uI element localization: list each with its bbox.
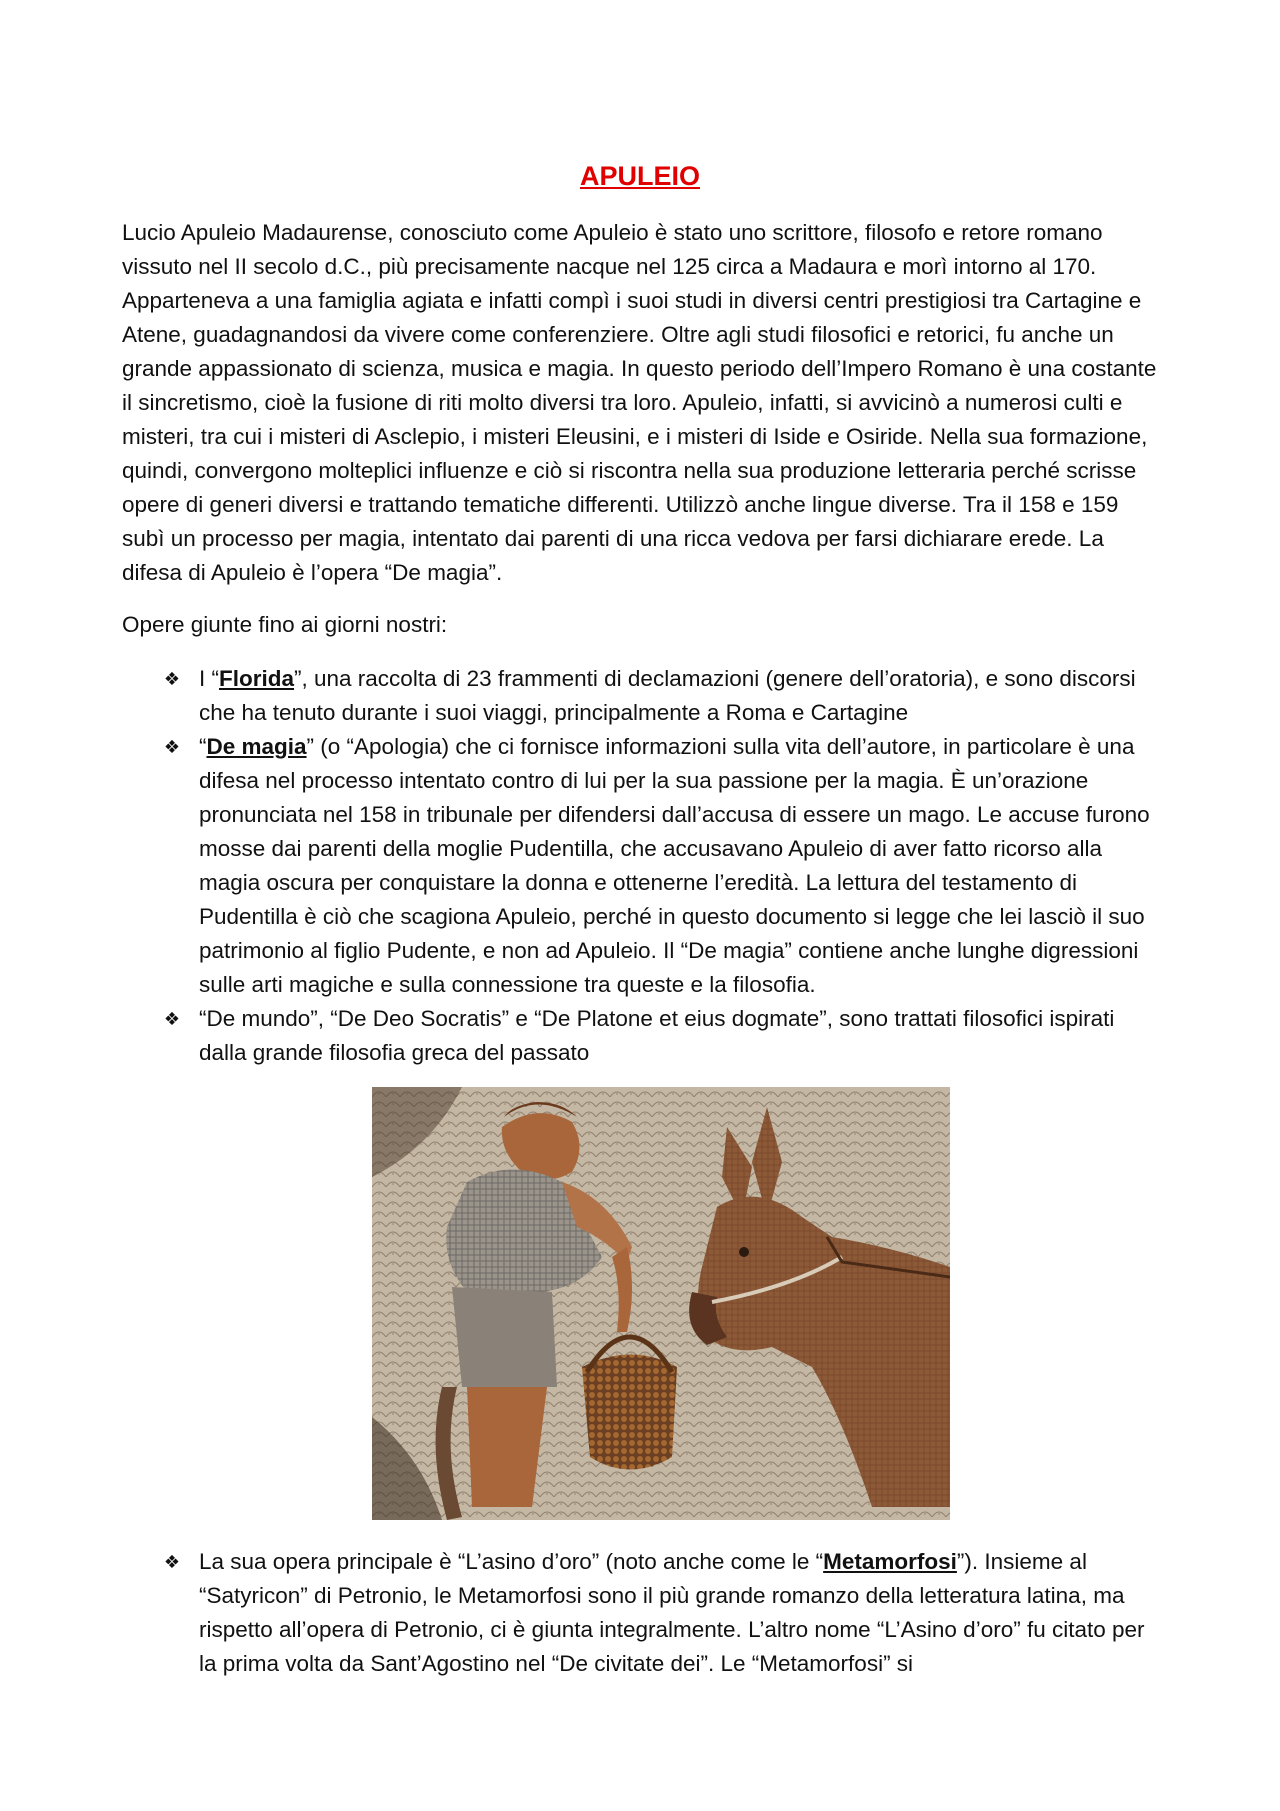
list-item-de-magia [122,730,1167,1002]
intro-paragraph: Lucio Apuleio Madaurense, conosciuto come Apuleio è stato uno scrittore, filosofo e retore romano vissuto nel II secolo d.C., più precisamente nacque nel 125 circa a Madaura e morì intorno al 170. Apparteneva a una famiglia agiata e infatti compì i suoi studi in diversi centri prestigiosi tra Cartagine e Atene, guadagnandosi da vivere come conferenziere. Oltre agli studi filosofici e retorici, fu anche un grande appassionato di scienza, musica e magia. In questo periodo dell’Impero Romano è una costante il sincretismo, cioè la fusione di riti molto diversi tra loro. Apuleio, infatti, si avvicinò a numerosi culti e misteri, tra cui i misteri di Asclepio, i misteri Eleusini, e i misteri di Iside e Osiride. Nella sua formazione, quindi, convergono molteplici influenze e ciò si riscontra nella sua produzione letteraria perché scrisse opere di generi diversi e trattando tematiche differenti. Utilizzò anche lingue diverse. Tra il 158 e 159 subì un processo per magia, intentato dai parenti di una ricca vedova per farsi dichiarare erede. La difesa di Apuleio è l’opera “De magia”. [122,220,1157,585]
work-title-metamorfosi: Metamorfosi [823,1549,957,1574]
diamond-bullet-icon: ❖ [163,1009,181,1029]
works-list [122,662,1167,1070]
diamond-bullet-icon: ❖ [163,669,181,689]
mosaic-image [372,1087,950,1520]
list-item-philosophical-treatises [122,1002,1167,1070]
work-title-florida: Florida [219,666,295,691]
list-item-metamorfosi [122,1545,1167,1681]
work-description: ” (o “Apologia) che ci fornisce informazioni sulla vita dell’autore, in particolare è una difesa nel processo intentato contro di lui per la sua passione per la magia. È un’orazione pronunciata nel 158 in tribunale per difendersi dall’accusa di essere un mago. Le accuse furono mosse dai parenti della moglie Pudentilla, che accusavano Apuleio di aver fatto ricorso alla magia oscura per conquistare la donna e ottenerne l’eredità. La lettura del testamento di Pudentilla è ciò che scagiona Apuleio, perché in questo documento si legge che lei lasciò il suo patrimonio al figlio Pudente, e non ad Apuleio. Il “De magia” contiene anche lunghe digressioni sulle arti magiche e sulla connessione tra queste e la filosofia. [199,734,1150,997]
diamond-bullet-icon: ❖ [163,1552,181,1572]
work-description: ”, una raccolta di 23 frammenti di declamazioni (genere dell’oratoria), e sono discorsi che ha tenuto durante i suoi viaggi, principalmente a Roma e Cartagine [199,666,1136,725]
work-prefix: I “ [199,666,219,691]
mosaic-illustration [372,1087,950,1520]
work-prefix: “ [199,734,207,759]
work-description: “De mundo”, “De Deo Socratis” e “De Platone et eius dogmate”, sono trattati filosofici ispirati dalla grande filosofia greca del passato [199,1006,1115,1065]
main-work-list [122,1545,1167,1681]
diamond-bullet-icon: ❖ [163,737,181,757]
document-title: APULEIO [579,161,700,191]
list-item-florida [122,662,1167,730]
work-prefix: La sua opera principale è “L’asino d’oro” (noto anche come le “ [199,1549,824,1574]
works-heading: Opere giunte fino ai giorni nostri: [122,612,448,637]
work-title-de-magia: De magia [206,734,307,759]
work-description: ”). Insieme al “Satyricon” di Petronio, le Metamorfosi sono il più grande romanzo della letteratura latina, ma rispetto all’opera di Petronio, ci è giunta integralmente. L’altro nome “L’Asino d’oro” fu citato per la prima volta da Sant’Agostino nel “De civitate dei”. Le “Metamorfosi” si [199,1549,1145,1676]
